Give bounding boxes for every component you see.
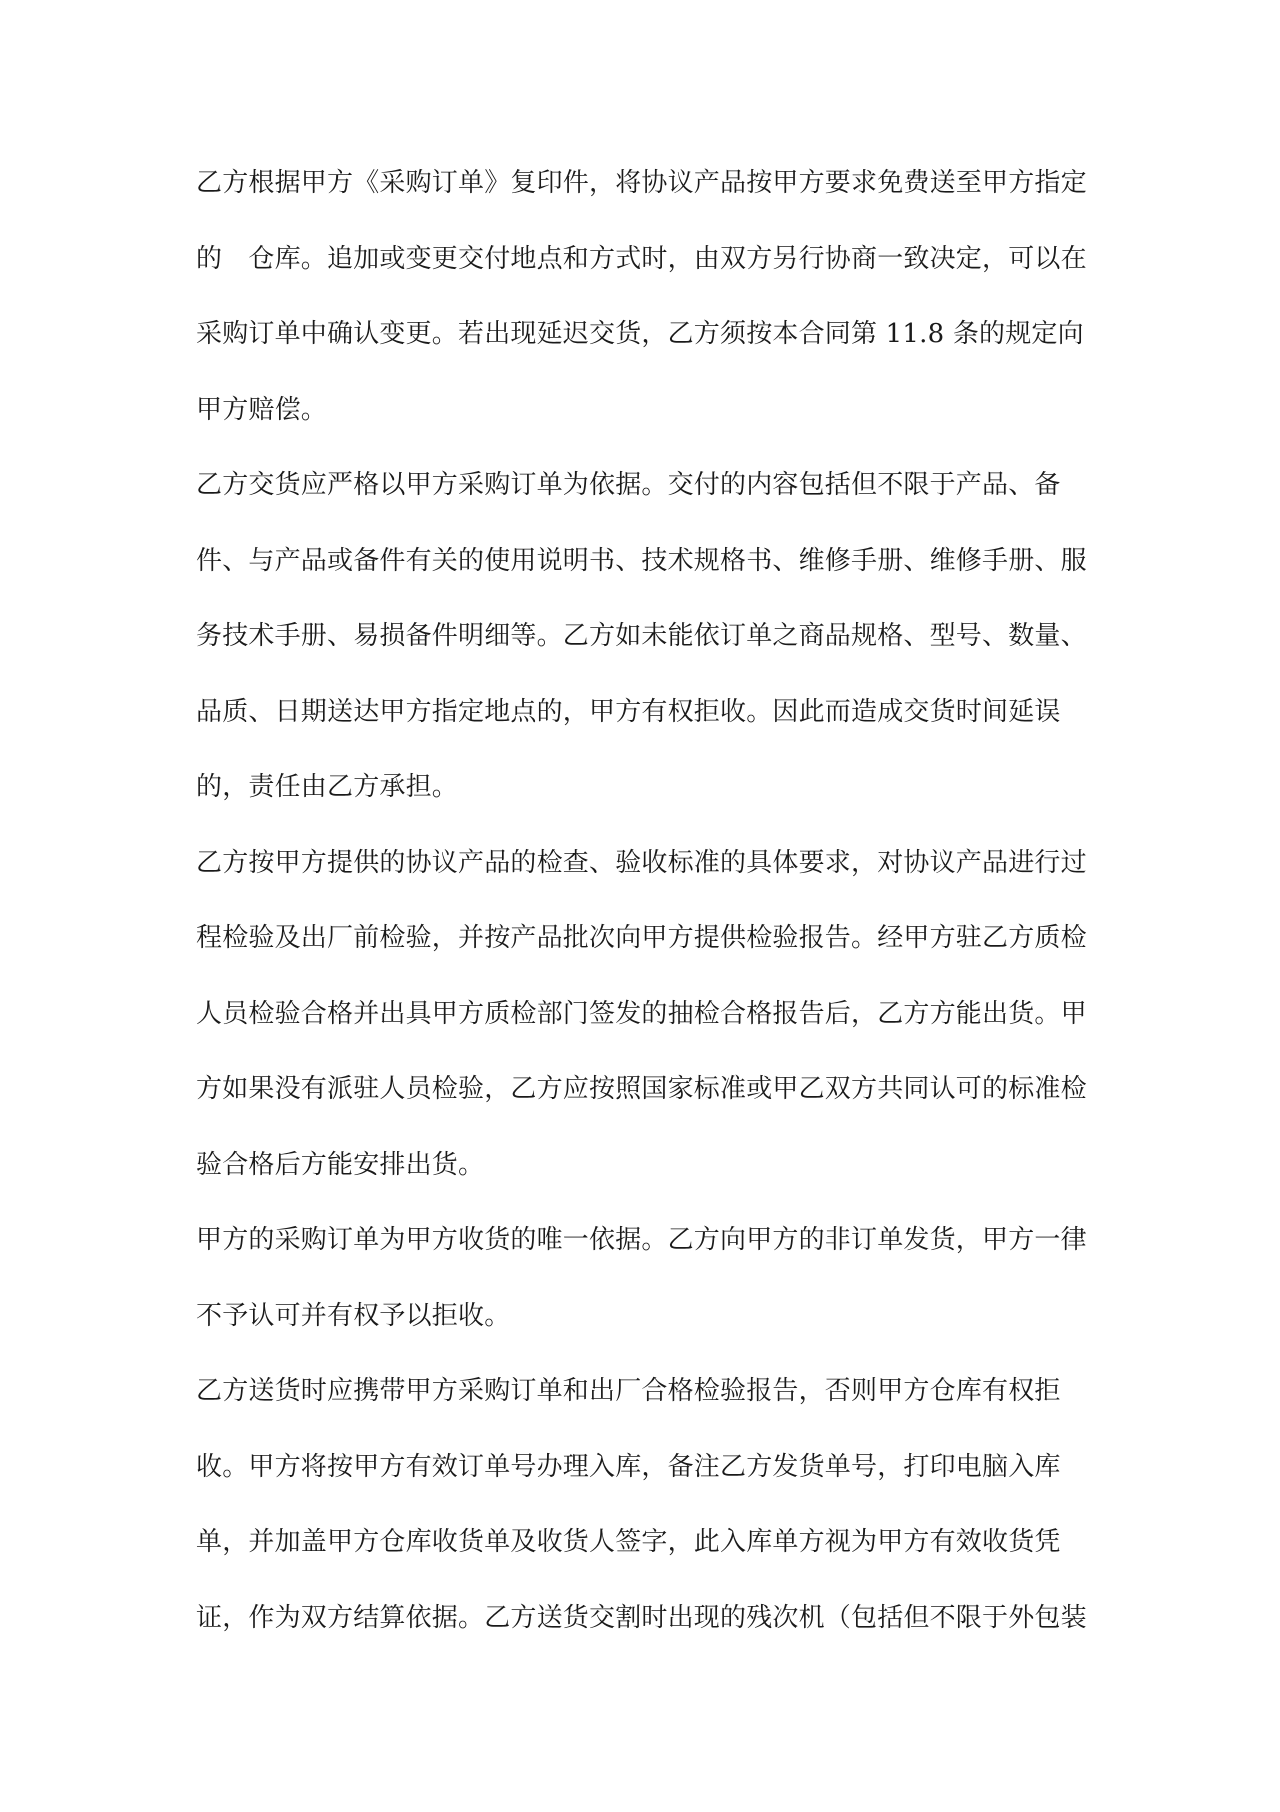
document-body — [196, 146, 1096, 1656]
paragraph-delivery-contents — [196, 448, 1096, 826]
text-line: 的，责任由乙方承担。 — [196, 772, 459, 802]
text-line: 人员检验合格并出具甲方质检部门签发的抽检合格报告后，乙方方能出货。甲 — [196, 998, 1087, 1029]
paragraph-purchase-order-basis — [196, 1203, 1096, 1354]
text-line: 采购订单中确认变更。若出现延迟交货，乙方须按本合同第 11.8 条的规定向 — [196, 319, 1084, 349]
text-line: 单，并加盖甲方仓库收货单及收货人签字，此入库单方视为甲方有效收货凭 — [196, 1527, 1061, 1557]
text-line: 务技术手册、易损备件明细等。乙方如未能依订单之商品规格、型号、数量、 — [196, 621, 1087, 651]
text-line: 程检验及出厂前检验，并按产品批次向甲方提供检验报告。经甲方驻乙方质检 — [196, 923, 1087, 953]
text-line: 乙方根据甲方《采购订单》复印件，将协议产品按甲方要求免费送至甲方指定 — [196, 168, 1087, 198]
text-line: 证，作为双方结算依据。乙方送货交割时出现的残次机（包括但不限于外包装 — [196, 1602, 1087, 1633]
paragraph-delivery-location — [196, 146, 1096, 448]
paragraph-inspection — [196, 826, 1096, 1204]
text-line: 乙方送货时应携带甲方采购订单和出厂合格检验报告，否则甲方仓库有权拒 — [196, 1376, 1061, 1406]
text-line: 不予认可并有权予以拒收。 — [196, 1300, 511, 1331]
paragraph-receiving — [196, 1354, 1096, 1656]
text-line: 甲方的采购订单为甲方收货的唯一依据。乙方向甲方的非订单发货，甲方一律 — [196, 1225, 1087, 1255]
text-line: 乙方按甲方提供的协议产品的检查、验收标准的具体要求，对协议产品进行过 — [196, 847, 1087, 878]
text-line: 收。甲方将按甲方有效订单号办理入库，备注乙方发货单号，打印电脑入库 — [196, 1451, 1061, 1482]
text-line: 品质、日期送达甲方指定地点的，甲方有权拒收。因此而造成交货时间延误 — [196, 696, 1061, 727]
text-line: 验合格后方能安排出货。 — [196, 1149, 485, 1180]
text-line: 方如果没有派驻人员检验，乙方应按照国家标准或甲乙双方共同认可的标准检 — [196, 1074, 1087, 1104]
text-line: 乙方交货应严格以甲方采购订单为依据。交付的内容包括但不限于产品、备 — [196, 470, 1061, 500]
text-line: 的 仓库。追加或变更交付地点和方式时，由双方另行协商一致决定，可以在 — [196, 243, 1087, 274]
text-line: 件、与产品或备件有关的使用说明书、技术规格书、维修手册、维修手册、服 — [196, 545, 1087, 576]
text-line: 甲方赔偿。 — [196, 394, 328, 425]
